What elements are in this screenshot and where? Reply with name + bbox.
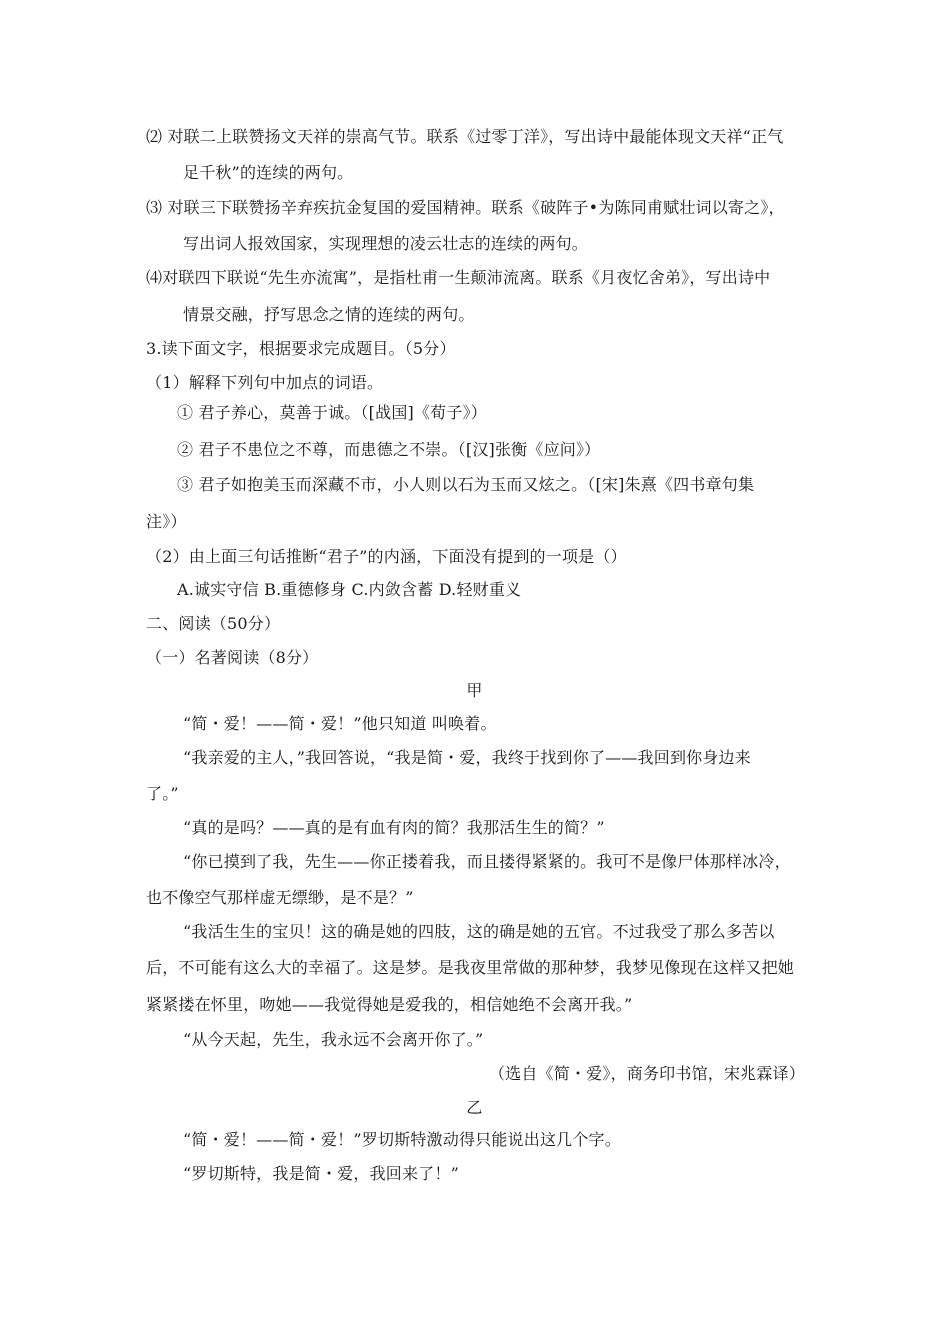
q3-options: A.诚实守信 B.重德修身 C.内敛含蓄 D.轻财重义: [177, 580, 522, 599]
q3-title: 3.读下面文字，根据要求完成题目。（5分）: [146, 339, 456, 358]
q3-item2: ② 君子不患位之不尊，而患德之不崇。（[汉]张衡《应问》）: [177, 440, 601, 459]
reading-subsection-title: （一）名著阅读（8分）: [146, 648, 319, 667]
passage-a-p5-line3: 紧紧搂在怀里，吻她——我觉得她是爱我的，相信她绝不会离开我。”: [146, 995, 633, 1014]
passage-a-p5-line2: 后，不可能有这么大的幸福了。这是梦。是我夜里常做的那种梦，我梦见像现在这样又把她: [146, 958, 795, 977]
passage-a-p2-line2: 了。”: [146, 784, 179, 803]
q2-4-line1: ⑷对联四下联说“先生亦流寓”，是指杜甫一生颠沛流离。联系《月夜忆舍弟》，写出诗中: [146, 268, 771, 287]
q2-3-line1: ⑶ 对联三下联赞扬辛弃疾抗金复国的爱国精神。联系《破阵子•为陈同甫赋壮词以寄之》，: [146, 198, 785, 217]
passage-b-label: 乙: [466, 1098, 483, 1117]
passage-a-p4-line1: “你已摸到了我，先生——你正搂着我，而且搂得紧紧的。我可不是像尸体那样冰冷，: [183, 852, 791, 871]
passage-b-p2: “罗切斯特，我是简・爱，我回来了！”: [183, 1164, 459, 1183]
q2-3-line2: 写出词人报效国家，实现理想的凌云壮志的连续的两句。: [183, 234, 589, 253]
passage-a-p2-line1: “我亲爱的主人，”我回答说，“我是简・爱，我终于找到你了——我回到你身边来: [183, 748, 751, 767]
q3-item3-line1: ③ 君子如抱美玉而深藏不市，小人则以石为玉而又炫之。（[宋]朱熹《四书章句集: [177, 475, 755, 494]
q2-4-line2: 情景交融，抒写思念之情的连续的两句。: [183, 305, 475, 324]
q3-item3-line2: 注》）: [146, 512, 187, 531]
passage-a-source: （选自《简・爱》，商务印书馆，宋兆霖译）: [488, 1064, 805, 1083]
passage-a-p5-line1: “我活生生的宝贝！这的确是她的四肢，这的确是她的五官。不过我受了那么多苦以: [183, 922, 775, 941]
passage-a-p6: “从今天起，先生，我永远不会离开你了。”: [183, 1030, 484, 1049]
q2-2-line1: ⑵ 对联二上联赞扬文天祥的崇高气节。联系《过零丁洋》，写出诗中最能体现文天祥“正气: [146, 127, 784, 146]
passage-a-label: 甲: [466, 681, 483, 700]
q3-sub2: （2）由上面三句话推断“君子”的内涵，下面没有提到的一项是（）: [146, 547, 627, 566]
passage-a-p4-line2: 也不像空气那样虚无缥缈，是不是？”: [146, 888, 414, 907]
reading-section-title: 二、阅读（50分）: [146, 614, 281, 633]
q2-2-line2: 足千秋”的连续的两句。: [183, 163, 354, 182]
q3-sub1: （1）解释下列句中加点的词语。: [146, 373, 384, 392]
passage-b-p1: “简・爱！——简・爱！”罗切斯特激动得只能说出这几个字。: [183, 1130, 621, 1149]
q3-item1: ① 君子养心，莫善于诚。（[战国]《荀子》）: [177, 403, 487, 422]
passage-a-p3: “真的是吗？——真的是有血有肉的简？我那活生生的简？”: [183, 818, 605, 837]
passage-a-p1: “简・爱！——简・爱！”他只知道 叫唤着。: [183, 714, 497, 733]
